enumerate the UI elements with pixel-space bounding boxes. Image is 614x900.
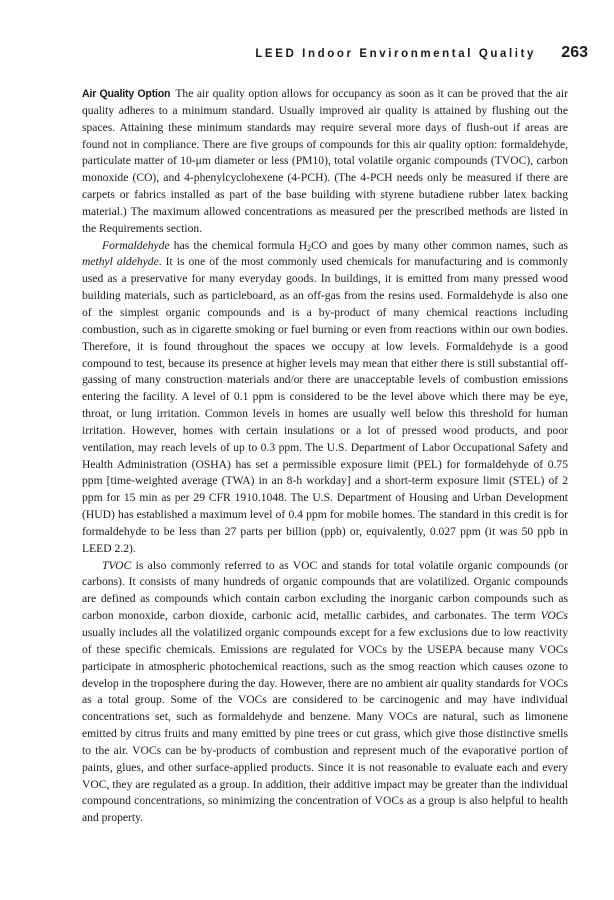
formula-subscript: 2 <box>307 243 312 253</box>
paragraph-text: . It is one of the most commonly used chemicals for manufacturing and is commonly used as a preservative for many everyday goods. In buildings, it is emitted from many pressed wood building materials, such as particleboard, as an off-gas from the resins used. Formaldehyde is also one of the simplest organic compounds and is a by-product of many chemical reactions including combustion, such as in cigarette smoking or fuel burning or even from reactions within our own bodies. Therefore, it is found throughout the spaces we occupy at low levels. Formaldehyde is a good compound to test, because its presence at higher levels may mean that either there is still substantial off-gassing of many construction materials and/or there are unacceptable levels of combustion emissions entering the facility. A level of 0.1 ppm is considered to be the level above which there may be eye, throat, or lung irritation. Common levels in homes are usually well below this threshold for human irritation. However, homes with certain insulations or a lot of pressed wood products, and poor ventilation, may reach levels of up to 0.3 ppm. The U.S. Department of Labor Occupational Safety and Health Administration (OSHA) has set a permissible exposure limit (PEL) for formaldehyde of 0.75 ppm [time-weighted average (TWA) in an 8-h workday] and a short-term exposure limit (STEL) of 2 ppm for 15 min as per 29 CFR 1910.1048. The U.S. Department of Housing and Urban Development (HUD) has established a maximum level of 0.4 ppm for mobile homes. The standard in this credit is for formaldehyde to be less than 27 parts per billion (ppb) or, equivalently, 0.027 ppm (it was 50 ppb in LEED 2.2). <box>82 255 569 555</box>
running-head: LEED Indoor Environmental Quality <box>255 48 536 60</box>
paragraph-text: CO and goes by many other common names, such as <box>311 238 568 252</box>
term-methyl-aldehyde: methyl aldehyde <box>82 255 159 269</box>
term-vocs: VOCs <box>540 609 568 623</box>
term-tvoc: TVOC <box>102 558 132 572</box>
paragraph-tvoc <box>82 558 568 828</box>
page-header <box>80 46 588 66</box>
body-text <box>82 86 568 827</box>
paragraph-text: usually includes all the volatilized organic compounds except for a few exclusions due to low reactivity of these specific chemicals. Emissions are regulated for VOCs by the USEPA because many VOCs participate in atmospheric photochemical reactions, such as the smog reaction which causes ozone to develop in the troposphere during the day. However, there are no ambient air quality standards for VOCs as a total group. Some of the VOCs are considered to be carcinogenic and may have individual concentrations set, such as formaldehyde and benzene. Many VOCs are natural, such as limonene emitted by citrus fruits and many emitted by pine trees or cut grass, which give those distinctive smells to the air. VOCs can be by-products of combustion and represent much of the evaporative portion of paints, glues, and other surface-applied products. Since it is not reasonable to evaluate each and every VOC, they are regulated as a group. In addition, their additive impact may be greater than the individual compound concentrations, so minimizing the concentration of VOCs as a group is also helpful to health and property. <box>82 626 569 825</box>
page-number: 263 <box>561 44 588 61</box>
term-formaldehyde: Formaldehyde <box>102 238 170 252</box>
paragraph-text: The air quality option allows for occupancy as soon as it can be proved that the air quality adheres to a minimum standard. Usually improved air quality is attained by flushing out the spaces. Attaining these minimum standards may require several more days of flush-out if areas are found not in compliance. There are five groups of compounds for this air quality option: formaldehyde, particulate matter of 10-μm diameter or less (PM10), total volatile organic compounds (TVOC), carbon monoxide (CO), and 4-phenylcyclohexene (4-PCH). (The 4-PCH needs only be measured if there are carpets or fabrics installed as part of the base building with styrene butadiene rubber latex backing material.) The maximum allowed concentrations as measured per the prescribed methods are listed in the Requirements section. <box>82 87 568 235</box>
run-in-heading: Air Quality Option <box>82 88 171 100</box>
paragraph-text: is also commonly referred to as VOC and stands for total volatile organic compounds (or carbons). It consists of many hundreds of organic compounds that are volatilized. Organic compounds are defined as compounds which contain carbon excluding the inorganic carbon compounds such as carbon monoxide, carbon dioxide, carbonic acid, metallic carbides, and carbonates. The term <box>82 558 568 623</box>
paragraph-text: has the chemical formula H <box>169 238 308 252</box>
paragraph-formaldehyde <box>82 238 568 558</box>
paragraph-air-quality-option <box>82 86 568 238</box>
